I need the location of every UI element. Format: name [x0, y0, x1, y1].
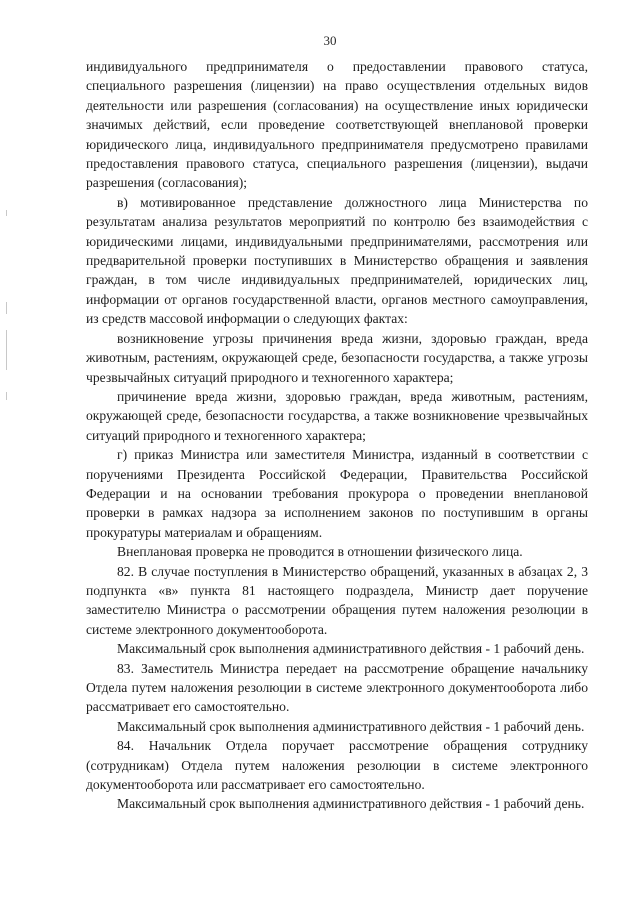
paragraph: возникновение угрозы причинения вреда жизни, здоровью граждан, вреда животным, растениям, окружающей среде, безопасности государства, а также угрозы чрезвычайных ситуаций природного и техногенного характера; — [86, 330, 588, 385]
paragraph: 82. В случае поступления в Министерство обращений, указанных в абзацах 2, 3 подпункта «в» пункта 81 настоящего подраздела, Министр дает поручение заместителю Министра о рассмотрении обращения путем наложения резолюции в системе электронного документооборота. — [86, 563, 588, 637]
paragraph: 83. Заместитель Министра передает на рассмотрение обращение начальнику Отдела путем наложения резолюции в системе электронного документооборота либо рассматривает его самостоятельно. — [86, 660, 588, 715]
paragraph: Максимальный срок выполнения административного действия - 1 рабочий день. — [117, 718, 585, 734]
paragraph: г) приказ Министра или заместителя Министра, изданный в соответствии с поручениями Президента Российской Федерации, Правительства Российской Федерации и на основании требования прокурора о проведении внеплановой проверки в рамках надзора за исполнением законов по поступившим в органы прокуратуры материалам и обращениям. — [86, 447, 588, 540]
paragraph: Внеплановая проверка не проводится в отношении физического лица. — [117, 544, 523, 560]
paragraph: Максимальный срок выполнения административного действия - 1 рабочий день. — [117, 796, 585, 812]
document-body — [86, 57, 588, 814]
paragraph: 84. Начальник Отдела поручает рассмотрение обращения сотруднику (сотрудникам) Отдела путем наложения резолюции в системе электронного документооборота или рассматривает его самостоятельно. — [86, 738, 588, 793]
paragraph: индивидуального предпринимателя о предоставлении правового статуса, специального разрешения (лицензии) на право осуществления отдельных видов деятельности или разрешения (согласования) на осуществление иных юридически значимых действий, если проведение соответствующей внеплановой проверки юридического лица, индивидуального предпринимателя предусмотрено правилами предоставления правового статуса, специального разрешения (лицензии), выдачи разрешения (согласования); — [86, 59, 588, 191]
paragraph: в) мотивированное представление должностного лица Министерства по результатам анализа результатов мероприятий по контролю без взаимодействия с юридическими лицами, индивидуальными предпринимателями, рассмотрения или предварительной проверки поступивших в Министерство обращения и заявления граждан, в том числе индивидуальных предпринимателей, юридических лиц, информации от органов государственной власти, органов местного самоуправления, из средств массовой информации о следующих фактах: — [86, 194, 588, 327]
paragraph: причинение вреда жизни, здоровью граждан, вреда животным, растениям, окружающей среде, безопасности государства, а также возникновение чрезвычайных ситуаций природного и техногенного характера; — [86, 388, 588, 443]
paragraph: Максимальный срок выполнения административного действия - 1 рабочий день. — [117, 641, 585, 657]
page-number: 30 — [323, 33, 337, 48]
scan-margin-marks — [6, 210, 8, 470]
